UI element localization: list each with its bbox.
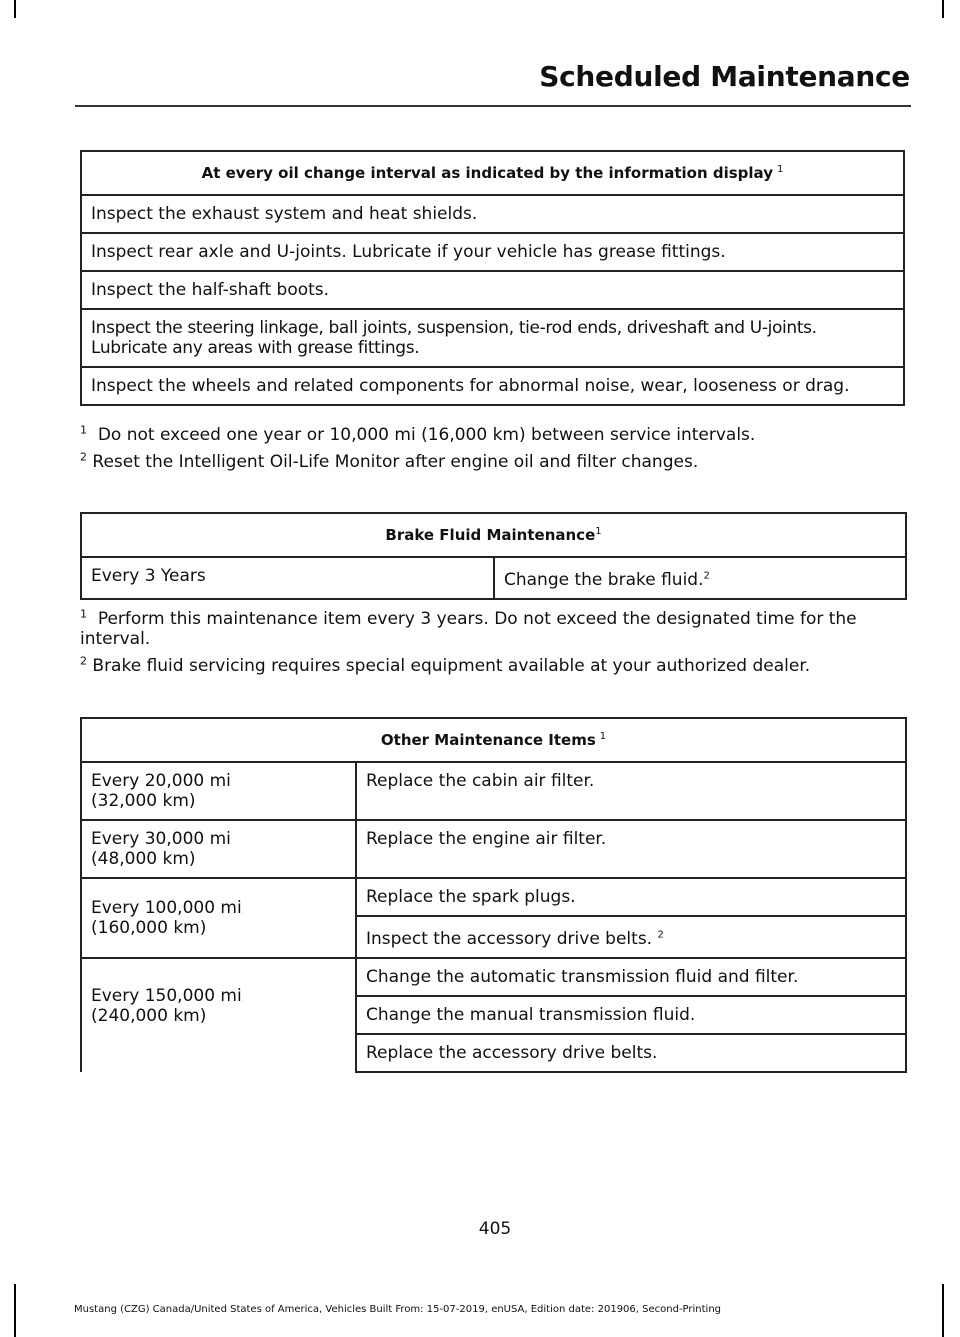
title-rule xyxy=(75,105,911,107)
other-items-table xyxy=(80,717,907,1073)
footnote xyxy=(80,425,910,445)
action-cell: Change the automatic transmission fluid and filter. xyxy=(356,958,906,996)
table-header-row xyxy=(81,513,906,557)
table-cell: Inspect the wheels and related components for abnormal noise, wear, looseness or drag. xyxy=(81,367,904,405)
interval-miles: Every 20,000 mi xyxy=(91,771,231,791)
footnote-mark: 1 xyxy=(80,423,87,437)
footnote xyxy=(80,452,910,472)
brake-fluid-heading-sup: 1 xyxy=(595,526,602,537)
oil-change-heading-sup: 1 xyxy=(777,164,784,175)
interval-km: (160,000 km) xyxy=(91,918,207,938)
table-row xyxy=(81,557,906,599)
action-cell: Replace the engine air filter. xyxy=(356,820,906,878)
table-cell: Inspect the steering linkage, ball joints, suspension, tie-rod ends, driveshaft and U-joints. Lubricate any areas with grease fittings. xyxy=(81,309,904,367)
other-items-heading-text: Other Maintenance Items xyxy=(380,731,596,749)
action-cell: Replace the accessory drive belts. xyxy=(356,1034,906,1072)
table-cell: Inspect the half-shaft boots. xyxy=(81,271,904,309)
table-cell: Inspect rear axle and U-joints. Lubricate if your vehicle has grease fittings. xyxy=(81,233,904,271)
footnote-text: Do not exceed one year or 10,000 mi (16,000 km) between service intervals. xyxy=(97,425,756,445)
table-row xyxy=(81,367,904,405)
action-sup: 2 xyxy=(657,929,664,941)
action-cell: Replace the spark plugs. xyxy=(356,878,906,916)
footnote-mark: 2 xyxy=(80,450,87,464)
brake-fluid-action xyxy=(494,557,906,599)
brake-fluid-footnotes xyxy=(80,609,910,683)
oil-change-footnotes xyxy=(80,425,910,479)
page-title: Scheduled Maintenance xyxy=(539,60,910,93)
brake-fluid-action-text: Change the brake fluid. xyxy=(504,570,704,590)
interval-miles: Every 100,000 mi xyxy=(91,898,242,918)
brake-fluid-interval: Every 3 Years xyxy=(81,557,494,599)
footnote xyxy=(80,609,910,649)
interval-cell xyxy=(81,958,356,1072)
footnote-mark: 1 xyxy=(80,607,87,621)
brake-fluid-heading-text: Brake Fluid Maintenance xyxy=(385,526,596,544)
footnote-text: Perform this maintenance item every 3 years. Do not exceed the designated time for the interval. xyxy=(80,609,857,649)
table-header-row xyxy=(81,718,906,762)
page-number: 405 xyxy=(478,1219,512,1239)
table-row xyxy=(81,762,906,820)
interval-km: (32,000 km) xyxy=(91,791,196,811)
edition-footer: Mustang (CZG) Canada/United States of America, Vehicles Built From: 15-07-2019, enUSA, Edition date: 201906, Second-Printing xyxy=(74,1304,722,1315)
interval-km: (240,000 km) xyxy=(91,1005,207,1026)
oil-change-heading xyxy=(81,151,904,195)
crop-mark-top-left xyxy=(14,0,16,18)
crop-mark-bottom-left xyxy=(14,1284,16,1337)
crop-mark-top-right xyxy=(942,0,944,18)
table-cell: Inspect the exhaust system and heat shields. xyxy=(81,195,904,233)
table-row xyxy=(81,309,904,367)
interval-cell xyxy=(81,878,356,958)
footnote-text: Brake fluid servicing requires special equipment available at your authorized dealer. xyxy=(92,656,811,676)
oil-change-table xyxy=(80,150,905,406)
brake-fluid-table xyxy=(80,512,907,600)
interval-cell xyxy=(81,762,356,820)
footnote xyxy=(80,656,910,676)
table-row xyxy=(81,233,904,271)
table-row xyxy=(81,958,906,996)
oil-change-heading-text: At every oil change interval as indicated by the information display xyxy=(201,164,773,182)
interval-cell xyxy=(81,820,356,878)
action-cell xyxy=(356,916,906,958)
action-text: Inspect the accessory drive belts. xyxy=(366,929,653,949)
table-row xyxy=(81,271,904,309)
interval-miles: Every 150,000 mi xyxy=(91,985,242,1006)
table-row xyxy=(81,878,906,916)
action-cell: Change the manual transmission fluid. xyxy=(356,996,906,1034)
footnote-text: Reset the Intelligent Oil-Life Monitor after engine oil and filter changes. xyxy=(92,452,699,472)
brake-fluid-action-sup: 2 xyxy=(703,570,710,582)
interval-miles: Every 30,000 mi xyxy=(91,829,231,849)
table-row xyxy=(81,195,904,233)
interval-km: (48,000 km) xyxy=(91,849,196,869)
footnote-mark: 2 xyxy=(80,654,87,668)
other-items-heading xyxy=(81,718,906,762)
table-header-row xyxy=(81,151,904,195)
other-items-heading-sup: 1 xyxy=(599,731,607,742)
crop-mark-bottom-right xyxy=(942,1284,944,1337)
action-cell: Replace the cabin air filter. xyxy=(356,762,906,820)
table-row xyxy=(81,820,906,878)
brake-fluid-heading xyxy=(81,513,906,557)
